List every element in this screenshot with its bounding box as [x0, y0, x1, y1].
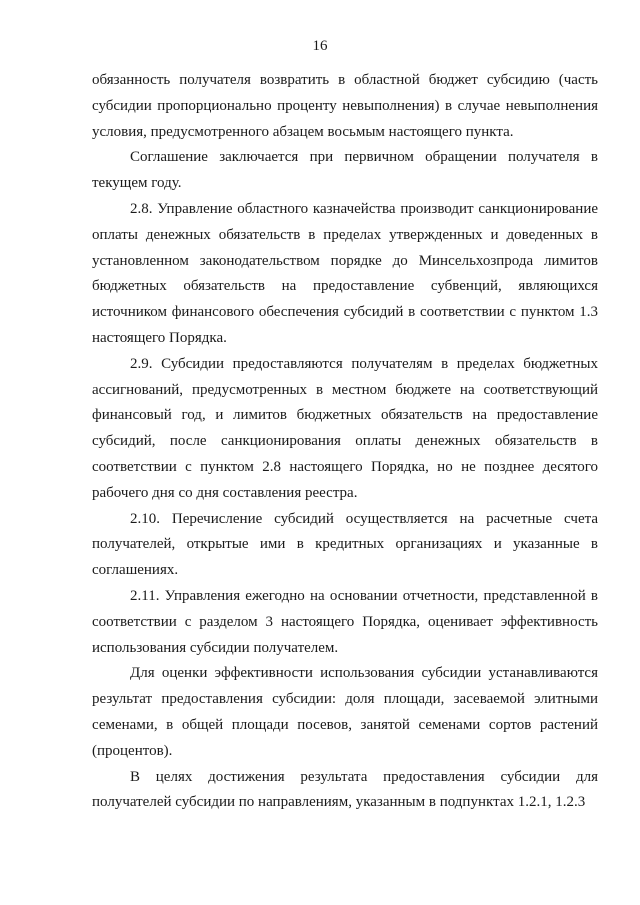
paragraph-5: 2.10. Перечисление субсидий осуществляется на расчетные счета получателей, открытые ими в кредитных организациях и указанные в соглашениях.	[92, 510, 598, 579]
page-number: 16	[312, 38, 328, 54]
paragraph-8: В целях достижения результата предоставления субсидии для получателей субсидии по направлениям, указанным в подпунктах 1.2.1, 1.2.3	[92, 768, 598, 811]
paragraph-4: 2.9. Субсидии предоставляются получателям в пределах бюджетных ассигнований, предусмотренных в местном бюджете на соответствующий финансовый год, и лимитов бюджетных обязательств на предоставление субсидий, после санкционирования оплаты денежных обязательств в соответствии с пунктом 2.8 настоящего Порядка, но не позднее десятого рабочего дня со дня составления реестра.	[92, 355, 598, 501]
paragraph-1: обязанность получателя возвратить в областной бюджет субсидию (часть субсидии пропорционально проценту невыполнения) в случае невыполнения условия, предусмотренного абзацем восьмым настоящего пункта.	[92, 72, 598, 140]
paragraph-6: 2.11. Управления ежегодно на основании отчетности, представленной в соответствии с разделом 3 настоящего Порядка, оценивает эффективность использования субсидии получателем.	[92, 587, 598, 656]
paragraph-3: 2.8. Управление областного казначейства производит санкционирование оплаты денежных обязательств в пределах утвержденных и доведенных в установленном законодательством порядке до Минсельхозпрода лимитов бюджетных обязательств на предоставление субвенций, являющихся источником финансового обеспечения субсидий в соответствии с пунктом 1.3 настоящего Порядка.	[92, 200, 598, 346]
document-body	[92, 68, 598, 816]
paragraph-7: Для оценки эффективности использования субсидии устанавливаются результат предоставления субсидии: доля площади, засеваемой элитными семенами, в общей площади посевов, занятой семенами сортов растений (процентов).	[92, 665, 598, 759]
paragraph-2: Соглашение заключается при первичном обращении получателя в текущем году.	[92, 149, 598, 192]
